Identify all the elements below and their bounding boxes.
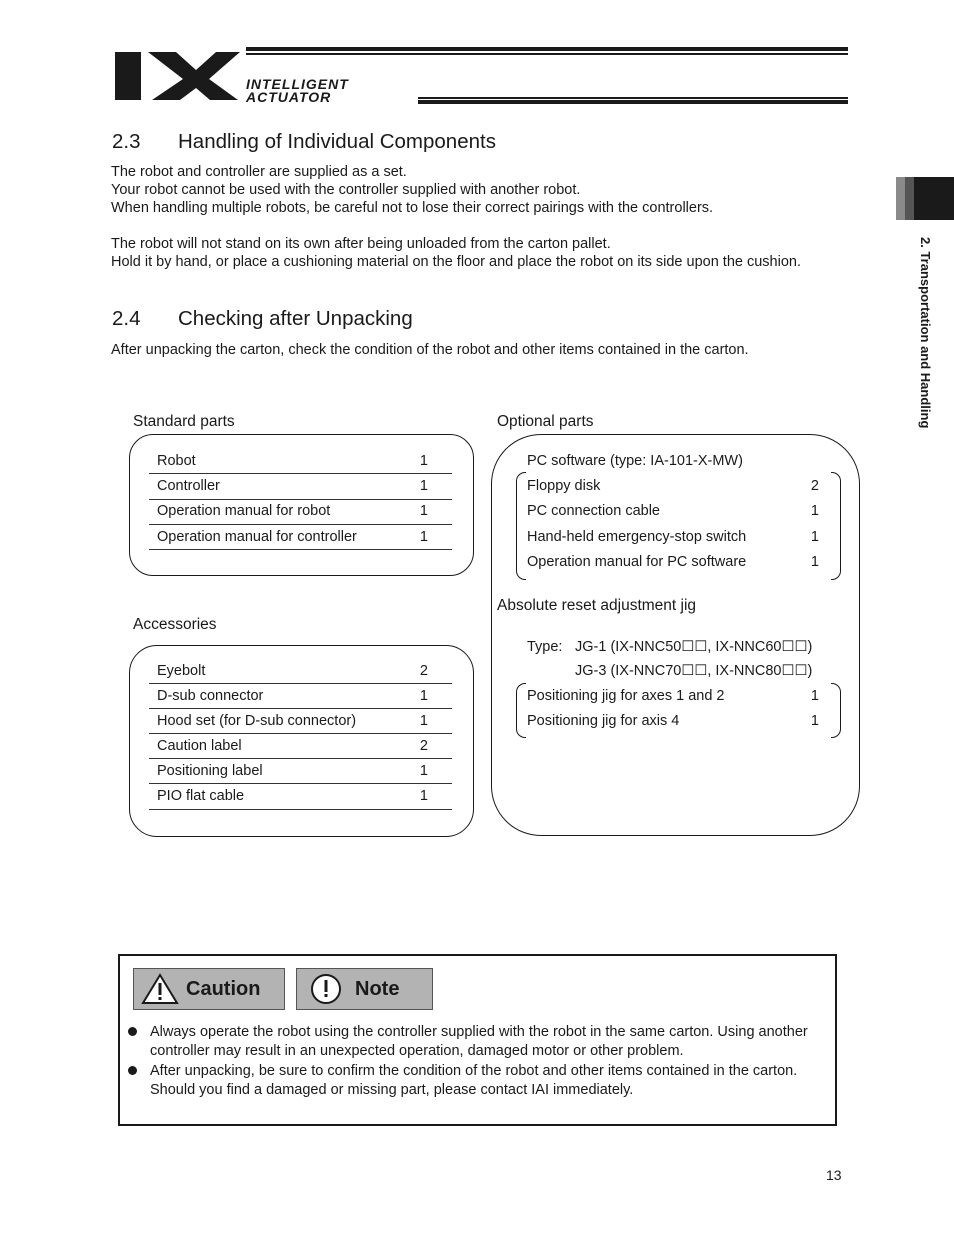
exclamation-circle-icon xyxy=(309,972,343,1006)
item-name: Positioning jig for axes 1 and 2 xyxy=(527,688,725,704)
list-item xyxy=(527,713,819,729)
section-2-3-para-1 xyxy=(111,163,871,217)
item-name: Positioning jig for axis 4 xyxy=(527,713,680,729)
caution-label: Caution xyxy=(186,977,261,1000)
item-qty: 1 xyxy=(810,529,819,545)
item-qty: 1 xyxy=(419,688,428,704)
section-2-3-para-2 xyxy=(111,235,871,271)
list-item xyxy=(149,688,452,709)
list-item xyxy=(149,738,452,759)
jig-title: Absolute reset adjustment jig xyxy=(497,597,697,614)
optional-parts-title: Optional parts xyxy=(497,413,594,430)
right-brace xyxy=(831,683,841,738)
logo-line-1: INTELLIGENT xyxy=(246,76,349,92)
header-rule-top xyxy=(246,47,848,51)
item-qty: 1 xyxy=(419,478,428,494)
paragraph-line: When handling multiple robots, be careful not to lose their correct pairings with the controllers. xyxy=(111,200,714,216)
header-rule-top-thin xyxy=(246,53,848,55)
section-2-3-heading xyxy=(112,130,496,154)
list-item xyxy=(149,713,452,734)
item-qty: 1 xyxy=(810,503,819,519)
item-qty: 1 xyxy=(810,554,819,570)
list-item xyxy=(527,554,819,570)
jig-type-1: JG-1 (IX-NNC50☐☐, IX-NNC60☐☐) xyxy=(575,639,813,655)
pc-software-label: PC software (type: IA-101-X-MW) xyxy=(527,453,743,469)
left-brace xyxy=(516,472,526,580)
list-item xyxy=(149,788,452,810)
section-title: Handling of Individual Components xyxy=(178,130,496,153)
item-name: Robot xyxy=(157,453,196,469)
page-number: 13 xyxy=(826,1167,842,1183)
item-qty: 1 xyxy=(810,688,819,704)
item-qty: 2 xyxy=(419,738,428,754)
item-qty: 1 xyxy=(419,763,428,779)
chapter-side-label-wrap xyxy=(918,237,938,477)
item-qty: 1 xyxy=(419,529,428,545)
section-title: Checking after Unpacking xyxy=(178,307,413,330)
item-qty: 1 xyxy=(810,713,819,729)
section-number: 2.4 xyxy=(112,307,141,330)
header-rule-bottom-thin xyxy=(418,97,848,99)
item-qty: 1 xyxy=(419,713,428,729)
list-item xyxy=(527,688,819,704)
list-item xyxy=(527,503,819,519)
left-brace xyxy=(516,683,526,738)
note-header xyxy=(296,968,433,1010)
logo-line-2: ACTUATOR xyxy=(246,89,332,105)
item-name: Controller xyxy=(157,478,220,494)
section-2-4-heading xyxy=(112,307,413,331)
right-brace xyxy=(831,472,841,580)
list-item xyxy=(149,663,452,684)
notice-bullet: After unpacking, be sure to confirm the condition of the robot and other items contained in the carton. Should you find a damaged or missing part, please contact IAI immediately. xyxy=(150,1063,798,1098)
standard-parts-title: Standard parts xyxy=(133,413,235,430)
list-item xyxy=(149,763,452,784)
item-qty: 1 xyxy=(419,788,428,804)
item-name: Caution label xyxy=(157,738,242,754)
list-item xyxy=(149,453,452,474)
item-name: Hand-held emergency-stop switch xyxy=(527,529,747,545)
section-2-4-intro: After unpacking the carton, check the condition of the robot and other items contained in the carton. xyxy=(111,342,749,358)
ix-logo-mark xyxy=(112,48,240,104)
note-label: Note xyxy=(355,977,400,1000)
item-name: Operation manual for controller xyxy=(157,529,357,545)
header-rule-bottom xyxy=(418,100,848,104)
list-item xyxy=(149,503,452,525)
paragraph-line: The robot will not stand on its own after being unloaded from the carton pallet. xyxy=(111,236,611,252)
jig-type-label: Type: xyxy=(527,639,563,655)
jig-type-2: JG-3 (IX-NNC70☐☐, IX-NNC80☐☐) xyxy=(575,663,813,679)
item-name: Eyebolt xyxy=(157,663,206,679)
notice-bullet: Always operate the robot using the controller supplied with the robot in the same carton. Using another controller may result in an unexpected operation, damaged motor or other problem. xyxy=(150,1024,808,1059)
item-name: Floppy disk xyxy=(527,478,601,494)
item-qty: 1 xyxy=(419,453,428,469)
caution-header xyxy=(133,968,285,1010)
chapter-tab-marker xyxy=(896,177,954,220)
paragraph-line: The robot and controller are supplied as a set. xyxy=(111,164,407,180)
item-qty: 2 xyxy=(810,478,819,494)
item-qty: 2 xyxy=(419,663,428,679)
item-name: Operation manual for PC software xyxy=(527,554,747,570)
bullet-icon xyxy=(128,1066,137,1075)
section-number: 2.3 xyxy=(112,130,141,153)
item-name: D-sub connector xyxy=(157,688,264,704)
warning-triangle-icon xyxy=(140,972,180,1006)
item-name: Positioning label xyxy=(157,763,263,779)
item-qty: 1 xyxy=(419,503,428,519)
accessories-title: Accessories xyxy=(133,616,217,633)
paragraph-line: Your robot cannot be used with the controller supplied with another robot. xyxy=(111,182,581,198)
item-name: PC connection cable xyxy=(527,503,660,519)
item-name: PIO flat cable xyxy=(157,788,245,804)
list-item xyxy=(149,529,452,550)
list-item xyxy=(527,529,819,545)
list-item xyxy=(527,478,819,494)
item-name: Operation manual for robot xyxy=(157,503,331,519)
bullet-icon xyxy=(128,1027,137,1036)
list-item xyxy=(149,478,452,500)
optional-parts-box xyxy=(491,434,860,836)
item-name: Hood set (for D-sub connector) xyxy=(157,713,357,729)
chapter-side-label: 2. Transportation and Handling xyxy=(918,237,933,429)
paragraph-line: Hold it by hand, or place a cushioning material on the floor and place the robot on its side upon the cushion. xyxy=(111,254,801,270)
